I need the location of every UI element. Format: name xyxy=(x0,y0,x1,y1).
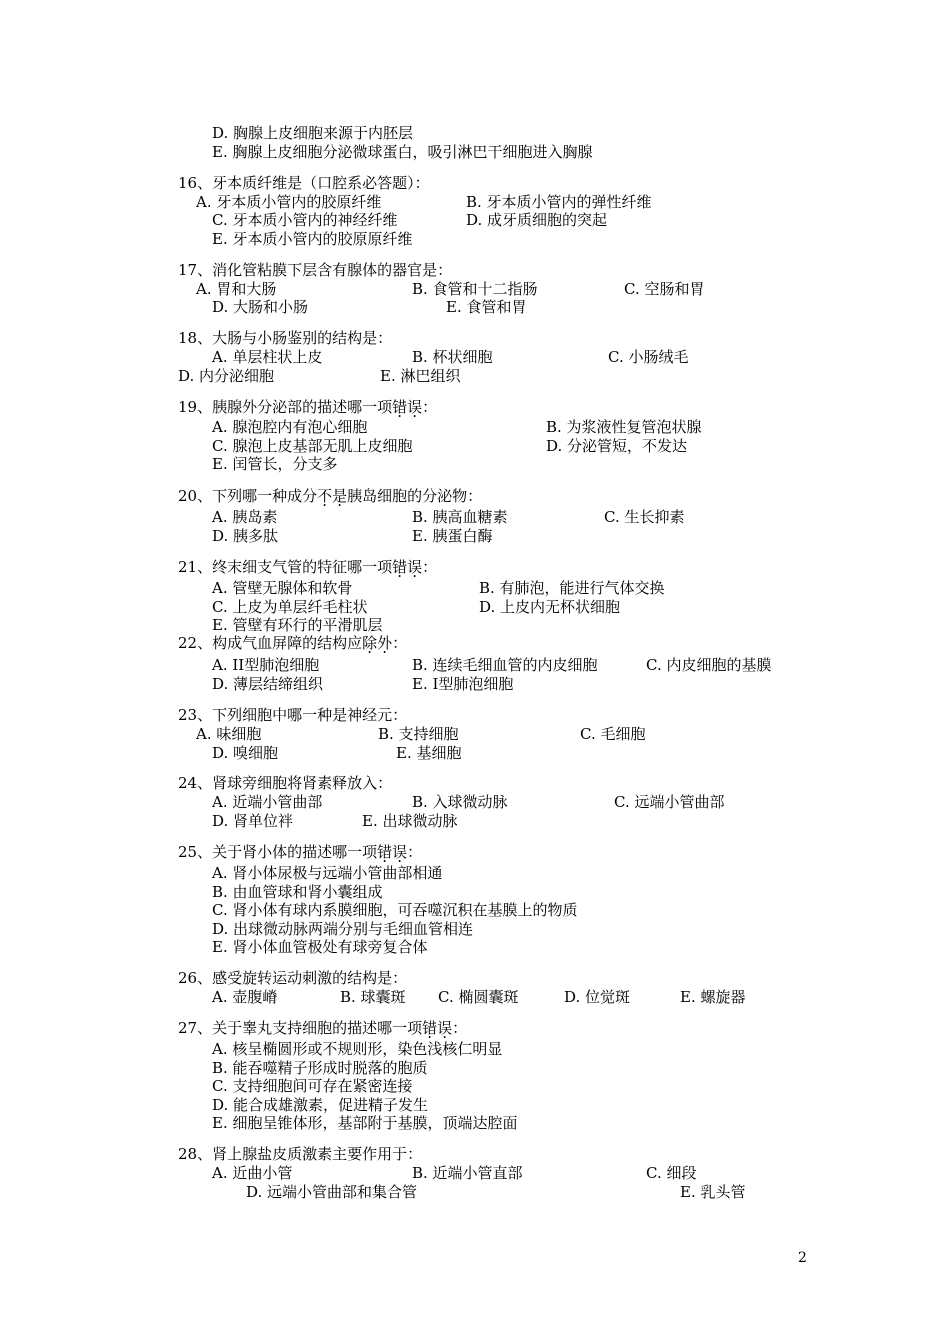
emphasis-char: 误 xyxy=(407,558,423,576)
q20-option-e: E. 胰蛋白酶 xyxy=(412,527,493,545)
q19-stem: 19、胰腺外分泌部的描述哪一项错误： xyxy=(178,398,438,416)
q18-option-b: B. 杯状细胞 xyxy=(412,348,493,366)
q20-emphasis xyxy=(317,487,347,505)
q21-option-c: C. 上皮为单层纤毛柱状 xyxy=(212,598,368,616)
q22-option-c: C. 内皮细胞的基膜 xyxy=(646,656,772,674)
q23-option-c: C. 毛细胞 xyxy=(580,725,646,743)
q28-option-b: B. 近端小管直部 xyxy=(412,1164,523,1182)
q23-option-e: E. 基细胞 xyxy=(396,744,462,762)
q24-option-a: A. 近端小管曲部 xyxy=(212,793,323,811)
q20-stem: 20、下列哪一种成分不是胰岛细胞的分泌物： xyxy=(178,487,483,505)
q20-option-b: B. 胰高血糖素 xyxy=(412,508,508,526)
q20-option-c: C. 生长抑素 xyxy=(604,508,685,526)
q16-option-c: C. 牙本质小管内的神经纤维 xyxy=(212,211,398,229)
q26-option-c: C. 椭圆囊斑 xyxy=(438,988,519,1006)
q16-option-a: A. 牙本质小管内的胶原纤维 xyxy=(196,193,382,211)
q26-option-b: B. 球囊斑 xyxy=(340,988,406,1006)
q18-option-c: C. 小肠绒毛 xyxy=(608,348,689,366)
q19-option-a: A. 腺泡腔内有泡心细胞 xyxy=(212,418,368,436)
q27-emphasis xyxy=(422,1019,452,1037)
q21-option-a: A. 管壁无腺体和软骨 xyxy=(212,579,353,597)
q28-option-e: E. 乳头管 xyxy=(680,1183,746,1201)
q27-option-a: A. 核呈椭圆形或不规则形，染色浅核仁明显 xyxy=(212,1040,503,1058)
q20-option-d: D. 胰多肽 xyxy=(212,527,279,545)
q24-option-b: B. 入球微动脉 xyxy=(412,793,508,811)
q15-option-e: E. 胸腺上皮细胞分泌微球蛋白，吸引淋巴干细胞进入胸腺 xyxy=(212,143,593,161)
q19-emphasis xyxy=(392,398,422,416)
q18-option-a: A. 单层柱状上皮 xyxy=(212,348,323,366)
q17-stem: 17、消化管粘膜下层含有腺体的器官是： xyxy=(178,261,453,279)
emphasis-char: 错 xyxy=(377,843,393,861)
emphasis-char: 误 xyxy=(437,1019,453,1037)
q16-option-d: D. 成牙质细胞的突起 xyxy=(466,211,608,229)
q19-option-b: B. 为浆液性复管泡状腺 xyxy=(546,418,702,436)
q26-stem: 26、感受旋转运动刺激的结构是： xyxy=(178,969,408,987)
emphasis-char: 错 xyxy=(392,398,408,416)
q17-option-c: C. 空肠和胃 xyxy=(624,280,705,298)
q26-option-a: A. 壶腹嵴 xyxy=(212,988,278,1006)
q25-stem: 25、关于肾小体的描述哪一项错误： xyxy=(178,843,423,861)
q18-option-e: E. 淋巴组织 xyxy=(380,367,461,385)
q25-option-c: C. 肾小体有球内系膜细胞，可吞噬沉积在基膜上的物质 xyxy=(212,901,578,919)
q22-option-e: E. I型肺泡细胞 xyxy=(412,675,514,693)
q28-option-c: C. 细段 xyxy=(646,1164,697,1182)
q25-emphasis xyxy=(377,843,407,861)
q23-option-d: D. 嗅细胞 xyxy=(212,744,279,762)
q21-emphasis xyxy=(392,558,422,576)
q24-option-e: E. 出球微动脉 xyxy=(362,812,458,830)
q15-option-d: D. 胸腺上皮细胞来源于内胚层 xyxy=(212,124,414,142)
q28-option-d: D. 远端小管曲部和集合管 xyxy=(246,1183,418,1201)
q17-option-b: B. 食管和十二指肠 xyxy=(412,280,538,298)
q19-option-e: E. 闰管长，分支多 xyxy=(212,455,338,473)
q23-stem: 23、下列细胞中哪一种是神经元： xyxy=(178,706,408,724)
q19-option-c: C. 腺泡上皮基部无肌上皮细胞 xyxy=(212,437,413,455)
q27-option-d: D. 能合成雄激素，促进精子发生 xyxy=(212,1096,429,1114)
q24-option-c: C. 远端小管曲部 xyxy=(614,793,725,811)
q17-option-e: E. 食管和胃 xyxy=(446,298,527,316)
q21-option-e: E. 管壁有环行的平滑肌层 xyxy=(212,616,383,634)
q25-option-e: E. 肾小体血管极处有球旁复合体 xyxy=(212,938,428,956)
q25-option-b: B. 由血管球和肾小囊组成 xyxy=(212,883,383,901)
q22-stem: 22、构成气血屏障的结构应除外： xyxy=(178,634,408,652)
q16-option-e: E. 牙本质小管内的胶原原纤维 xyxy=(212,230,413,248)
q19-option-d: D. 分泌管短，不发达 xyxy=(546,437,688,455)
q24-stem: 24、肾球旁细胞将肾素释放入： xyxy=(178,774,393,792)
q23-option-b: B. 支持细胞 xyxy=(378,725,459,743)
q22-option-a: A. II型肺泡细胞 xyxy=(212,656,320,674)
q27-option-b: B. 能吞噬精子形成时脱落的胞质 xyxy=(212,1059,428,1077)
q18-option-d: D. 内分泌细胞 xyxy=(178,367,275,385)
q23-option-a: A. 味细胞 xyxy=(196,725,262,743)
emphasis-char: 误 xyxy=(407,398,423,416)
page-number: 2 xyxy=(798,1250,807,1266)
emphasis-char: 不 xyxy=(317,487,333,505)
q28-option-a: A. 近曲小管 xyxy=(212,1164,293,1182)
q21-stem: 21、终末细支气管的特征哪一项错误： xyxy=(178,558,438,576)
q21-option-b: B. 有肺泡，能进行气体交换 xyxy=(479,579,665,597)
q27-option-e: E. 细胞呈锥体形，基部附于基膜，顶端达腔面 xyxy=(212,1114,518,1132)
q21-option-d: D. 上皮内无杯状细胞 xyxy=(479,598,621,616)
q26-option-d: D. 位觉斑 xyxy=(564,988,631,1006)
emphasis-char: 除 xyxy=(362,634,378,652)
q25-option-d: D. 出球微动脉两端分别与毛细血管相连 xyxy=(212,920,474,938)
q22-emphasis xyxy=(362,634,392,652)
q26-option-e: E. 螺旋器 xyxy=(680,988,746,1006)
q16-option-b: B. 牙本质小管内的弹性纤维 xyxy=(466,193,652,211)
q20-option-a: A. 胰岛素 xyxy=(212,508,278,526)
q28-stem: 28、肾上腺盐皮质激素主要作用于： xyxy=(178,1145,423,1163)
q27-stem: 27、关于睾丸支持细胞的描述哪一项错误： xyxy=(178,1019,468,1037)
emphasis-char: 错 xyxy=(392,558,408,576)
q17-option-d: D. 大肠和小肠 xyxy=(212,298,309,316)
q25-option-a: A. 肾小体尿极与远端小管曲部相通 xyxy=(212,864,443,882)
q18-stem: 18、大肠与小肠鉴别的结构是： xyxy=(178,329,393,347)
emphasis-char: 是 xyxy=(332,487,348,505)
emphasis-char: 外 xyxy=(377,634,393,652)
q22-option-b: B. 连续毛细血管的内皮细胞 xyxy=(412,656,598,674)
emphasis-char: 误 xyxy=(392,843,408,861)
q24-option-d: D. 肾单位袢 xyxy=(212,812,294,830)
q22-option-d: D. 薄层结缔组织 xyxy=(212,675,324,693)
q16-stem: 16、牙本质纤维是（口腔系必答题）： xyxy=(178,174,430,192)
emphasis-char: 错 xyxy=(422,1019,438,1037)
q17-option-a: A. 胃和大肠 xyxy=(196,280,277,298)
q27-option-c: C. 支持细胞间可存在紧密连接 xyxy=(212,1077,413,1095)
